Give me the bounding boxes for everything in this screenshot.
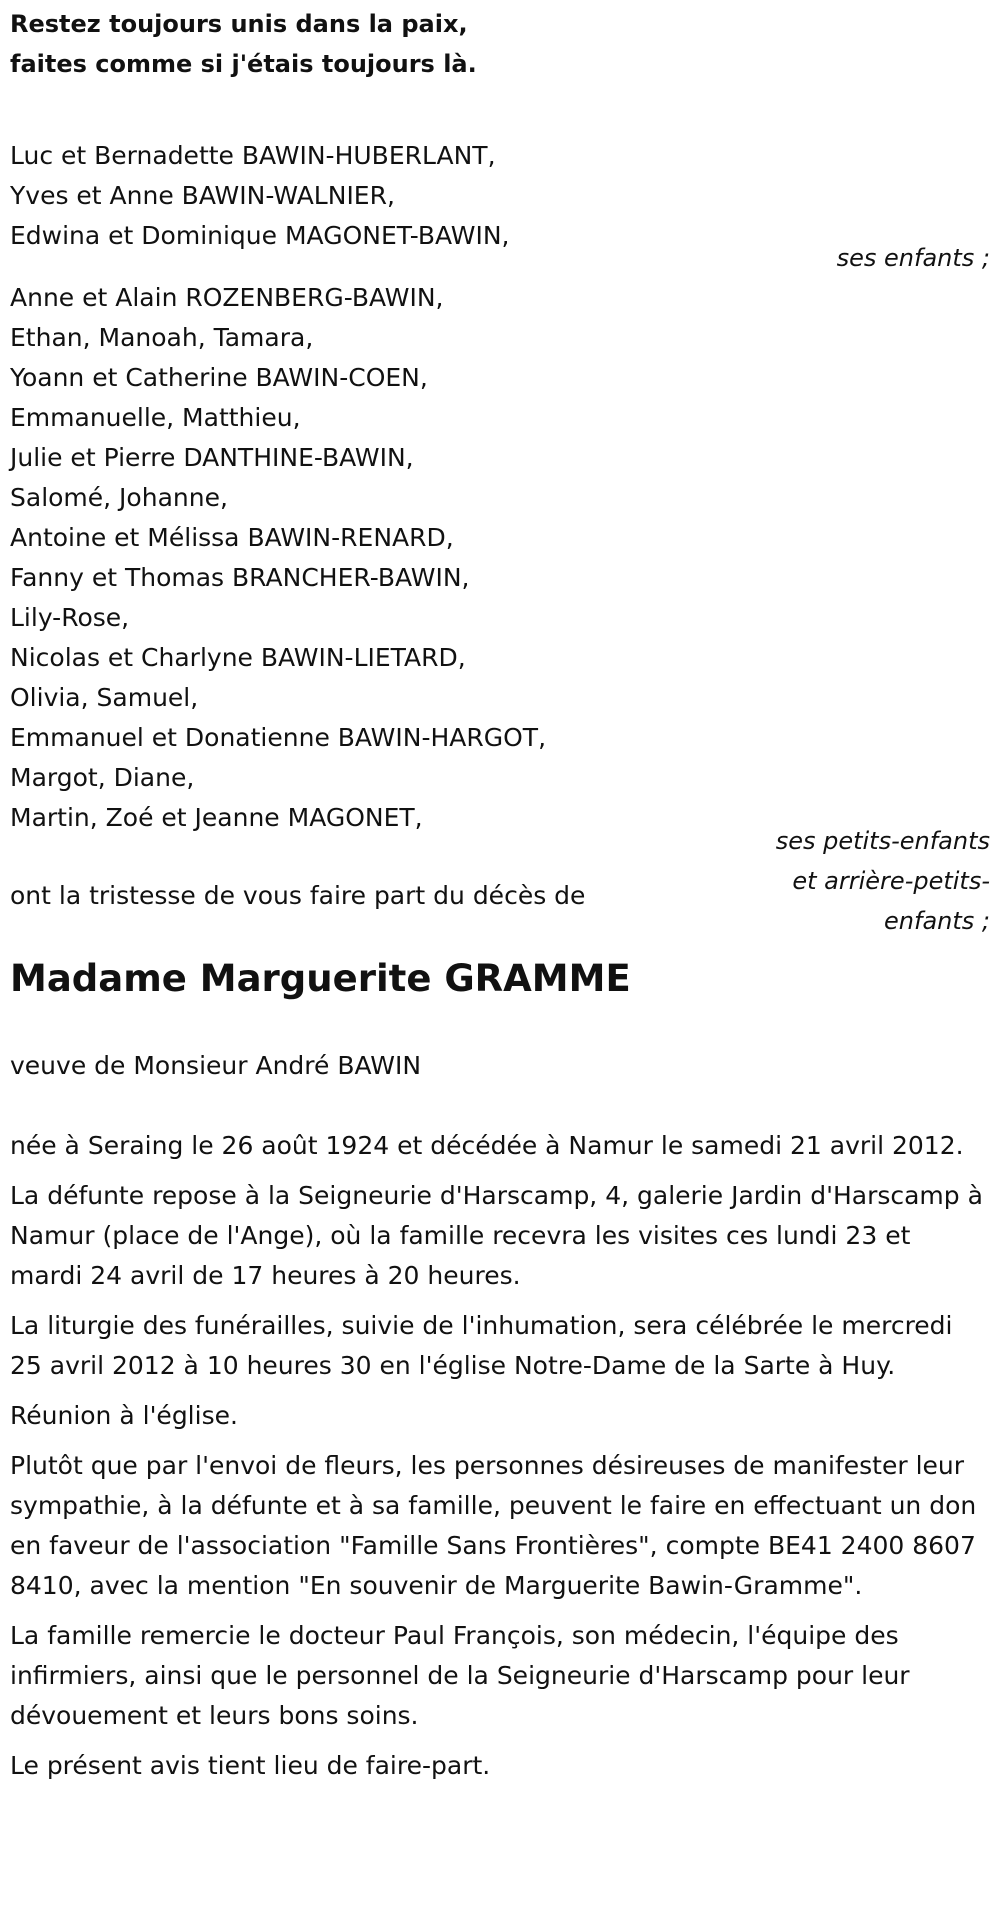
grandchild-name: Anne et Alain ROZENBERG-BAWIN, — [10, 283, 444, 312]
epigraph — [10, 4, 477, 84]
child-name: Yves et Anne BAWIN-WALNIER, — [10, 181, 395, 210]
grandchild-name: Martin, Zoé et Jeanne MAGONET, — [10, 803, 423, 832]
grandchild-name: Yoann et Catherine BAWIN-COEN, — [10, 363, 428, 392]
grandchild-name: Antoine et Mélissa BAWIN-RENARD, — [10, 523, 454, 552]
grandchildren-relation-line: ses petits-enfants — [775, 827, 990, 855]
grandchild-name: Julie et Pierre DANTHINE-BAWIN, — [10, 443, 414, 472]
announcement-intro: ont la tristesse de vous faire part du décès de — [10, 881, 586, 910]
grandchild-name: Lily-Rose, — [10, 603, 130, 632]
epigraph-line-2: faites comme si j'étais toujours là. — [10, 50, 477, 78]
funeral-info: La liturgie des funérailles, suivie de l'inhumation, sera célébrée le mercredi 25 avril 2012 à 10 heures 30 en l'église Notre-Dame de la Sarte à Huy. — [10, 1311, 953, 1380]
grandchild-name: Fanny et Thomas BRANCHER-BAWIN, — [10, 563, 470, 592]
grandchild-name: Margot, Diane, — [10, 763, 195, 792]
children-relation: ses enfants ; — [836, 244, 990, 272]
acknowledgements: La famille remercie le docteur Paul François, son médecin, l'équipe des infirmiers, ainsi que le personnel de la Seigneurie d'Harscamp pour leur dévouement et leurs bons soins. — [10, 1621, 910, 1730]
grandchild-name: Emmanuelle, Matthieu, — [10, 403, 301, 432]
children-list — [10, 136, 510, 256]
grandchildren-list — [10, 278, 546, 838]
visitation-info: La défunte repose à la Seigneurie d'Harscamp, 4, galerie Jardin d'Harscamp à Namur (place de l'Ange), où la famille recevra les visites ces lundi 23 et mardi 24 avril de 17 heures à 20 heures. — [10, 1181, 983, 1290]
closing-note: Le présent avis tient lieu de faire-part. — [10, 1751, 491, 1780]
child-name: Edwina et Dominique MAGONET-BAWIN, — [10, 221, 510, 250]
grandchildren-relation-line: et arrière-petits- — [792, 867, 990, 895]
birth-death-dates: née à Seraing le 26 août 1924 et décédée à Namur le samedi 21 avril 2012. — [10, 1131, 964, 1160]
meeting-info: Réunion à l'église. — [10, 1401, 238, 1430]
grandchild-name: Olivia, Samuel, — [10, 683, 199, 712]
donation-info: Plutôt que par l'envoi de fleurs, les personnes désireuses de manifester leur sympathie, à la défunte et à sa famille, peuvent le faire en effectuant un don en faveur de l'association "Famille Sans Frontières", compte BE41 2400 8607 8410, avec la mention "En souvenir de Marguerite Bawin-Gramme". — [10, 1451, 977, 1600]
child-name: Luc et Bernadette BAWIN-HUBERLANT, — [10, 141, 496, 170]
notice-body — [10, 1126, 990, 1796]
grandchild-name: Ethan, Manoah, Tamara, — [10, 323, 314, 352]
epigraph-line-1: Restez toujours unis dans la paix, — [10, 10, 468, 38]
grandchild-name: Emmanuel et Donatienne BAWIN-HARGOT, — [10, 723, 547, 752]
grandchild-name: Salomé, Johanne, — [10, 483, 228, 512]
grandchildren-relation — [776, 821, 990, 941]
widow-of: veuve de Monsieur André BAWIN — [10, 1051, 422, 1080]
grandchild-name: Nicolas et Charlyne BAWIN-LIETARD, — [10, 643, 466, 672]
deceased-name: Madame Marguerite GRAMME — [10, 957, 631, 1000]
grandchildren-relation-line: enfants ; — [884, 907, 990, 935]
